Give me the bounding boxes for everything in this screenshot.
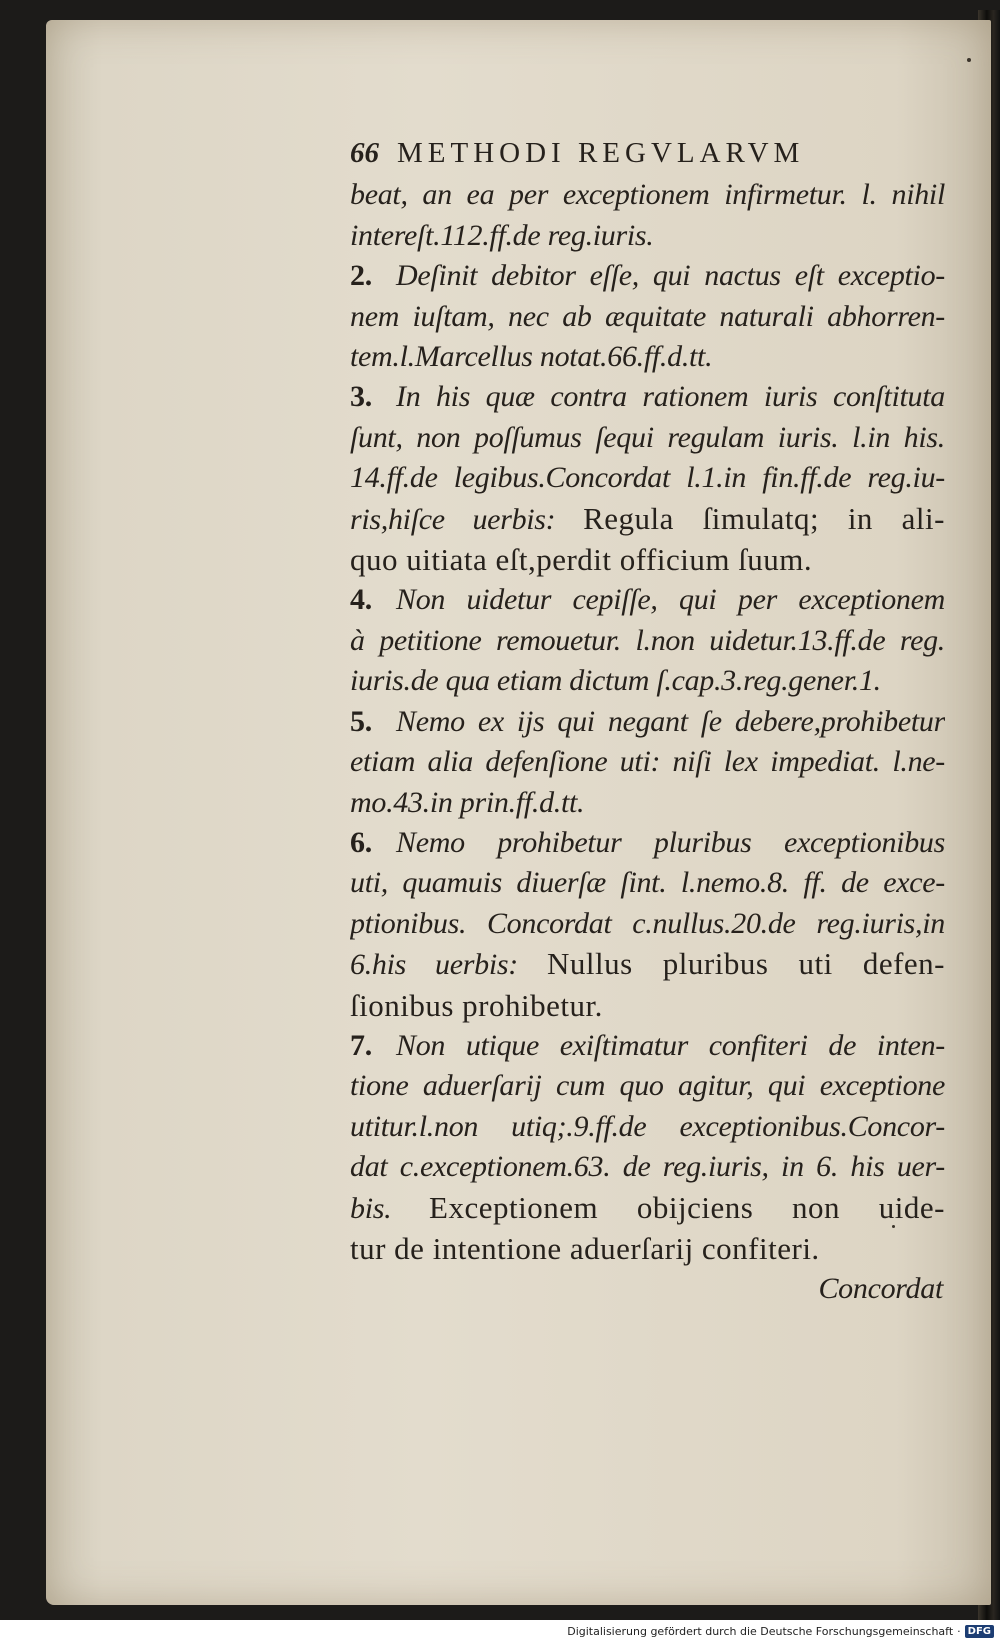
rule-3-line: 3. In his quæ contra rationem iuris conſtituta — [350, 377, 945, 417]
text-line: à petitione remouetur. l.non uidetur.13.ff.de reg. — [350, 623, 945, 657]
text-line: etiam alia defenſione uti: niſi lex impediat. l.ne- — [350, 745, 945, 779]
running-head: METHODI REGVLARVM — [397, 137, 805, 169]
text-line: utitur.l.non utiq;.9.ff.de exceptionibus.Concor- — [350, 1109, 945, 1143]
text-line: ſunt, non poſſumus ſequi regulam iuris. l.in his. — [350, 420, 945, 454]
quoted-rule: ſionibus prohibetur. — [350, 987, 603, 1023]
text-line: mo.43.in prin.ff.d.tt. — [350, 785, 585, 819]
rule-number: 7. — [350, 1028, 372, 1062]
dfg-logo-icon: DFG — [965, 1625, 994, 1638]
rule-number: 2. — [350, 259, 372, 293]
quoted-rule: Regula ſimulatq; in ali- — [583, 500, 945, 536]
text-line: uti, quamuis diuerſæ ſint. l.nemo.8. ff. de exce- — [350, 866, 945, 900]
rule-2-line: 2. Deſinit debitor eſſe, qui nactus eſt exceptio- — [350, 256, 945, 296]
text-line: 6.his uerbis: Nullus pluribus uti defen- — [350, 946, 945, 982]
footer-credit: Digitalisierung gefördert durch die Deutsche Forschungsgemeinschaft — [567, 1625, 954, 1638]
text-line: ris,hiſce uerbis: Regula ſimulatq; in ali- — [350, 500, 945, 536]
text-line: dat c.exceptionem.63. de reg.iuris, in 6. his uer- — [350, 1150, 945, 1184]
rule-number: 6. — [350, 825, 372, 859]
text-line: intereſt.112.ff.de reg.iuris. — [350, 218, 654, 252]
rule-number: 4. — [350, 583, 372, 617]
rule-7-line: 7. Non utique exiſtimatur confiteri de inten- — [350, 1026, 945, 1066]
quoted-rule: tur de intentione aduerſarij confiteri. — [350, 1230, 820, 1266]
rule-4-line: 4. Non uidetur cepiſſe, qui per exceptionem — [350, 580, 945, 620]
page-number: 66 — [350, 137, 379, 169]
text-line: bis. Exceptionem obijciens non uide- — [350, 1189, 945, 1225]
rule-6-line: 6. Nemo prohibetur pluribus exceptionibus — [350, 823, 945, 863]
text-line: tione aduerſarij cum quo agitur, qui exceptione — [350, 1069, 945, 1103]
footer-bar: Digitalisierung gefördert durch die Deutsche Forschungsgemeinschaft · DFG — [0, 1620, 1000, 1643]
text-line: 14.ff.de legibus.Concordat l.1.in fin.ff.de reg.iu- — [350, 461, 945, 495]
rule-number: 3. — [350, 380, 372, 414]
page-text — [350, 133, 945, 1310]
text-line: ptionibus. Concordat c.nullus.20.de reg.iuris,in — [350, 906, 945, 940]
catchword: Concordat — [818, 1272, 943, 1306]
quoted-rule: Exceptionem obijciens non uide- — [429, 1189, 945, 1225]
text-line: beat, an ea per exceptionem infirmetur. l. nihil — [350, 178, 945, 212]
text-line: iuris.de qua etiam dictum ſ.cap.3.reg.gener.1. — [350, 664, 881, 698]
quoted-rule: Nullus pluribus uti defen- — [547, 946, 945, 982]
rule-number: 5. — [350, 704, 372, 738]
text-line: tem.l.Marcellus notat.66.ff.d.tt. — [350, 340, 713, 374]
ink-speck — [967, 58, 971, 62]
text-line: nem iuſtam, nec ab æquitate naturali abhorren- — [350, 299, 945, 333]
running-header — [350, 133, 945, 173]
quoted-rule: quo uitiata eſt,perdit officium ſuum. — [350, 542, 813, 578]
rule-5-line: 5. Nemo ex ijs qui negant ſe debere,prohibetur — [350, 702, 945, 742]
